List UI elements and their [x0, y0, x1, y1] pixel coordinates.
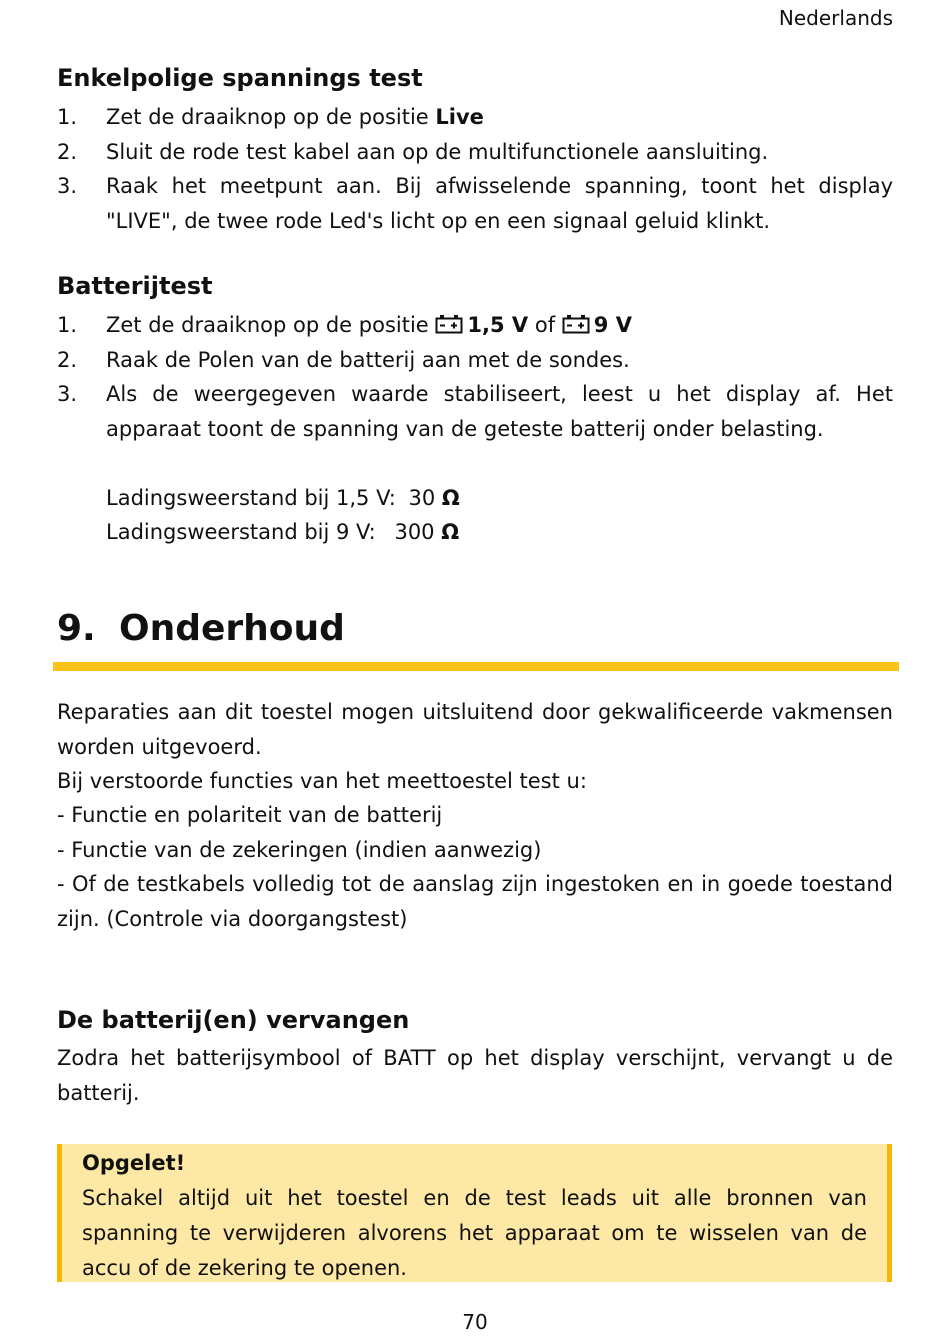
ohm-unit: Ω: [441, 486, 460, 510]
load-value: 30: [408, 486, 436, 510]
maintenance-check-item: - Functie en polariteit van de batterij: [57, 803, 443, 827]
maintenance-check-intro: Bij verstoorde functies van het meettoestel test u:: [57, 769, 587, 793]
caution-note: [57, 1144, 892, 1282]
load-resistance-9v: [106, 515, 459, 549]
caution-title: Opgelet!: [82, 1151, 186, 1175]
list-number: 1.: [57, 313, 78, 337]
list-item: Raak de Polen van de batterij aan met de sondes.: [106, 348, 630, 372]
chapter-number: 9.: [57, 608, 96, 649]
list-item: Raak het meetpunt aan. Bij afwisselende spanning, toont het display "LIVE", de twee rode Led's licht op en een signaal geluid klinkt.: [106, 174, 893, 233]
maintenance-check-item: - Functie van de zekeringen (indien aanwezig): [57, 838, 542, 862]
list-item: [106, 308, 893, 343]
list-number: 3.: [57, 174, 78, 198]
load-label: Ladingsweerstand bij 9 V:: [106, 520, 376, 544]
list-number: 2.: [57, 348, 78, 372]
chapter-divider: [53, 662, 899, 671]
load-value: 300: [394, 520, 435, 544]
section-title-voltage-test: Enkelpolige spannings test: [57, 64, 423, 92]
list-item-text: Zet de draaiknop op de positie: [106, 313, 436, 337]
maintenance-check-item: - Of de testkabels volledig tot de aanslag zijn ingestoken en in goede toestand zijn. (Controle via doorgangstest): [57, 872, 893, 931]
caution-text: Schakel altijd uit het toestel en de test leads uit alle bronnen van spanning te verwijderen alvorens het apparaat om te wisselen van de accu of de zekering te openen.: [82, 1186, 867, 1280]
ohm-unit: Ω: [441, 520, 460, 544]
position-live: Live: [435, 105, 484, 129]
connector-text: of: [528, 313, 562, 337]
battery-icon: [435, 314, 463, 334]
battery-icon: [562, 314, 590, 334]
load-label: Ladingsweerstand bij 1,5 V:: [106, 486, 396, 510]
section-title-battery-replace: De batterij(en) vervangen: [57, 1006, 410, 1034]
maintenance-intro: Reparaties aan dit toestel mogen uitsluitend door gekwalificeerde vakmensen worden uitgevoerd.: [57, 700, 893, 759]
list-item: [106, 100, 893, 135]
page-number: 70: [462, 1310, 488, 1334]
language-label: Nederlands: [778, 6, 893, 30]
chapter-title: Onderhoud: [119, 608, 345, 649]
position-9v: 9 V: [593, 313, 632, 337]
list-item: Als de weergegeven waarde stabiliseert, leest u het display af. Het apparaat toont de spanning van de geteste batterij onder belasting.: [106, 382, 893, 441]
list-item-text: Zet de draaiknop op de positie: [106, 105, 436, 129]
section-title-battery-test: Batterijtest: [57, 272, 213, 300]
battery-replace-text: Zodra het batterijsymbool of BATT op het display verschijnt, vervangt u de batterij.: [57, 1046, 893, 1105]
list-number: 3.: [57, 382, 78, 406]
position-1-5v: 1,5 V: [467, 313, 529, 337]
list-number: 2.: [57, 140, 78, 164]
list-item: Sluit de rode test kabel aan op de multifunctionele aansluiting.: [106, 140, 769, 164]
list-number: 1.: [57, 105, 78, 129]
chapter-heading: [57, 608, 345, 649]
load-resistance-1-5v: [106, 481, 460, 515]
